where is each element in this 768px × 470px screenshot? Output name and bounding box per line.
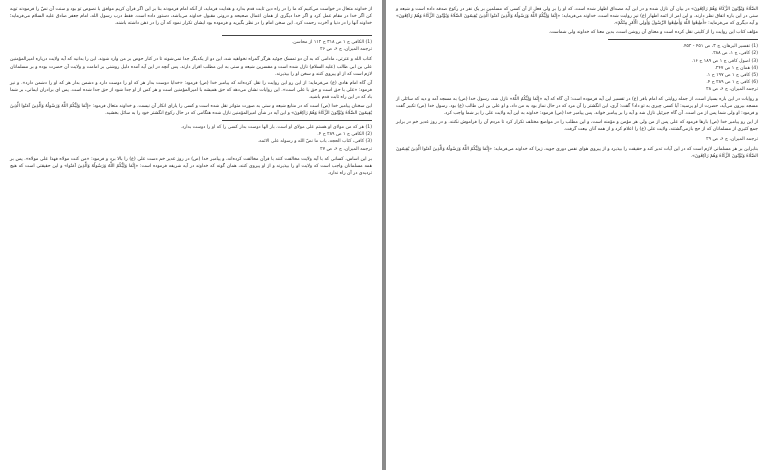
paragraph: مؤلف کتاب این روایت را از کلینی نقل کرده است و معنای آن روشن است، بدین معنا که خداوند ولی شماست. xyxy=(548,30,758,36)
footnote: (1) تفسیر البرهان، ج ۳، ص ۴۵۱ - ۴۵۲. xyxy=(682,44,758,50)
paragraph: و روایات در این باره بسیار است، از جمله روایتی که امام باقر (ع) در تفسیر این آیه فرموده است: آن گاه که آیه «إِنَّمَا وَلِيُّكُمُ اللَّهُ» نازل شد، رسول خدا (ص) به مسجد آمد و دید که سائلی از مسجد بیرون می‌آید، حضرت از او پرسید: آیا کسی چیزی به تو داد؟ گفت: آری، این انگشتر را آن مرد که در حال نماز بود به من داد، و او علی بن ابی طالب (ع) بود. رسول خدا (ص) تکبیر گفت و فرمود: او ولی شما پس از من است. آن گاه جبرئیل نازل شد و آیه را بر پیامبر خواند. پس پیامبر خدا (ص) فرمود: خداوند به این آیه ولایت علی را بر شما واجب کرد. xyxy=(396,97,758,117)
footnote: (3) کافی، کتاب الحجه، باب ما نصّ الله و رسوله علی الائمه. xyxy=(257,139,372,145)
paragraph: بر این اساس، کسانی که با آیه ولایت مخالفت کنند با قرآن مخالفت کرده‌اند، و پیامبر خدا (ص) در روز غدیر خم دست علی (ع) را بالا برد و فرمود: «من کنت مولاه فهذا علی مولاه». پس بر همه مسلمانان واجب است که ولایت او را بپذیرند و از او پیروی کنند، همان گونه که خداوند در آیه شریفه فرموده است: «إِنَّمَا وَلِيُّكُمُ اللَّهُ وَرَسُولُهُ وَالَّذِينَ آمَنُوا» و این حقیقتی است که هیچ تردیدی در آن راه ندارد. xyxy=(10,156,372,176)
left-page xyxy=(0,0,382,470)
paragraph: این سخنان پیامبر خدا (ص) است که در منابع شیعه و سنی به صورت متواتر نقل شده است و کسی را یارای انکار آن نیست. و خداوند متعال فرمود: «إِنَّمَا وَلِيُّكُمُ اللَّهُ وَرَسُولُهُ وَالَّذِينَ آمَنُوا الَّذِينَ يُقِيمُونَ الصَّلَاةَ وَيُؤْتُونَ الزَّكَاةَ وَهُمْ رَاكِعُونَ» و این آیه در شأن امیرالمؤمنین نازل شده هنگامی که در حال رکوع انگشتر خود را به سائل بخشید. xyxy=(10,104,372,117)
paragraph: از خداوند متعال در خواست می‌کنیم که ما را در راه دین ثابت قدم بدارد و هدایت فرماید، از آنکه امام فرمودند بنا بر این اگر قرآن کریم موافق با نصوص تو بود و سنت آن نصّ را فرمودند توبه کن اگر خدا در مقام عمل کرد و اگر خدا دیگری از همان اعمال صحیحه و درونی مقبول خداوند می‌باشد، دستور داده است. فقط درب رسول الله، امام جعفر صادق علیه السلام می‌فرماید؛ خداوند آنها را در دنیا و آخرت رحمت کرد. این سخن امام را در نظر بگیرید و فرموده بود ایشان تکرار نمود که آن را در ذهن داشته باشند. xyxy=(10,7,372,27)
paragraph: کتاب الله و عترتی، مادامی که به آن دو تمسک جوئید هرگز گمراه نخواهید شد، این دو از یکدیگر جدا نمی‌شوند تا در کنار حوض بر من وارد شوند. این را بدانید که آیه ولایت درباره امیرالمؤمنین علی بن ابی طالب (علیه السلام) نازل شده است و مفسرین شیعه و سنی به این مطلب اقرار دارند. پس آنچه در این آیه آمده دلیل روشنی بر امامت و ولایت آن حضرت بوده و بر مسلمانان لازم است که از او پیروی کنند و سخن او را بپذیرند. xyxy=(10,57,372,77)
right-page xyxy=(386,0,768,470)
footnote: (2) الکافی ج ۱ ص ۲۸۹ ح ۴. xyxy=(317,132,372,138)
footnote: (1) هر که من مولای او هستم علی مولای او است. بار الها دوست بدار کسی را که او را دوست بدارد. xyxy=(180,125,372,131)
paragraph: بنابراین بر هر مسلمانی لازم است که در این آیات تدبر کند و حقیقت را بپذیرد و از پیروی هوای نفس دوری جوید، زیرا که خداوند می‌فرماید: «إِنَّمَا وَلِيُّكُمُ اللَّهُ وَرَسُولُهُ وَالَّذِينَ آمَنُوا الَّذِينَ يُقِيمُونَ الصَّلَاةَ وَيُؤْتُونَ الزَّكَاةَ وَهُمْ رَاكِعُونَ». xyxy=(396,146,758,159)
paragraph: الصَّلَاةَ وَيُؤْتُونَ الزَّكَاةَ وَهُمْ رَاكِعُونَ» در بیان آن نازل شده و در این آیه مصداق اظهار شده است، که او را بر ولی فعل از آن کسی که مسلمین بر یک نفر در رکوع صدقه داده است و شیعه و سنی در این باره اتفاق نظر دارند. و این امر از ائمه اطهار (ع) نیز روایت شده است، خداوند می‌فرماید: «إِنَّمَا وَلِيُّكُمُ اللَّهُ وَرَسُولُهُ وَالَّذِينَ آمَنُوا الَّذِينَ يُقِيمُونَ الصَّلَاةَ وَيُؤْتُونَ الزَّكَاةَ وَهُمْ رَاكِعُونَ» و آیه دیگری که می‌فرماید: «أَطِيعُوا اللَّهَ وَأَطِيعُوا الرَّسُولَ وَأُولِي الْأَمْرِ مِنْكُمْ». xyxy=(396,7,758,27)
footnote: (6) کافی ج ۱ ص ۲۸۹ ح ۴. xyxy=(706,79,758,85)
footnote: (3) اصول کافی ج ۱ ص ۱۸۹ ح ۱۶. xyxy=(691,58,758,64)
footnote-divider xyxy=(222,35,372,36)
paragraph: آن گاه امام هادی (ع) می‌فرماید: از این رو این روایت را نقل کرده‌اند که پیامبر خدا (ص) فرمود: «خدایا دوست بدار هر که او را دوست دارد و دشمن بدار هر که او را دشمن دارد». و نیز فرمود: «علی با حق است و حق با علی است». این روایات نشان می‌دهد که حق همیشه با امیرالمؤمنین است و هر کس از او جدا شود از حق جدا شده است. پس ای برادران ایمانی، بر شما باد که در این راه ثابت قدم باشید. xyxy=(10,80,372,100)
footnote: (4) همان ج ۱ ص ۲۴۷. xyxy=(714,65,758,71)
footnote: ترجمه المیزان، ج ۶، ص ۲۶ xyxy=(320,47,372,53)
footnote: ترجمه المیزان، ج ۶، ص ۲۷ xyxy=(320,146,372,152)
footnote-divider xyxy=(222,120,372,121)
footnote: (5) کافی ج ۱ ص ۱۹۷ ح ۱. xyxy=(706,72,758,78)
footnote: (1) الکافی ج ۱ ص ۳۱۸ ح ۱۱۲ از محاسن. xyxy=(291,40,372,46)
footnote: ترجمه المیزان، ج ۶، ص ۲۸ xyxy=(706,86,758,92)
footnote: (2) کافی، ج ۱، ص ۲۸۸. xyxy=(711,51,758,57)
footnote-divider xyxy=(608,39,758,40)
paragraph: از این رو پیامبر خدا (ص) بارها فرمود که علی پس از من ولی هر مؤمن و مؤمنه است، و این مطلب را در مواضع مختلف تکرار کرد تا مردم آن را فراموش نکنند. و در روز غدیر خم در برابر جمع کثیری از مسلمانان که از حج بازمی‌گشتند، ولایت علی (ع) را اعلام کرد و از همه آنان بیعت گرفت. xyxy=(396,120,758,133)
footnote: ترجمه المیزان، ج ۶، ص ۲۹ xyxy=(706,136,758,142)
